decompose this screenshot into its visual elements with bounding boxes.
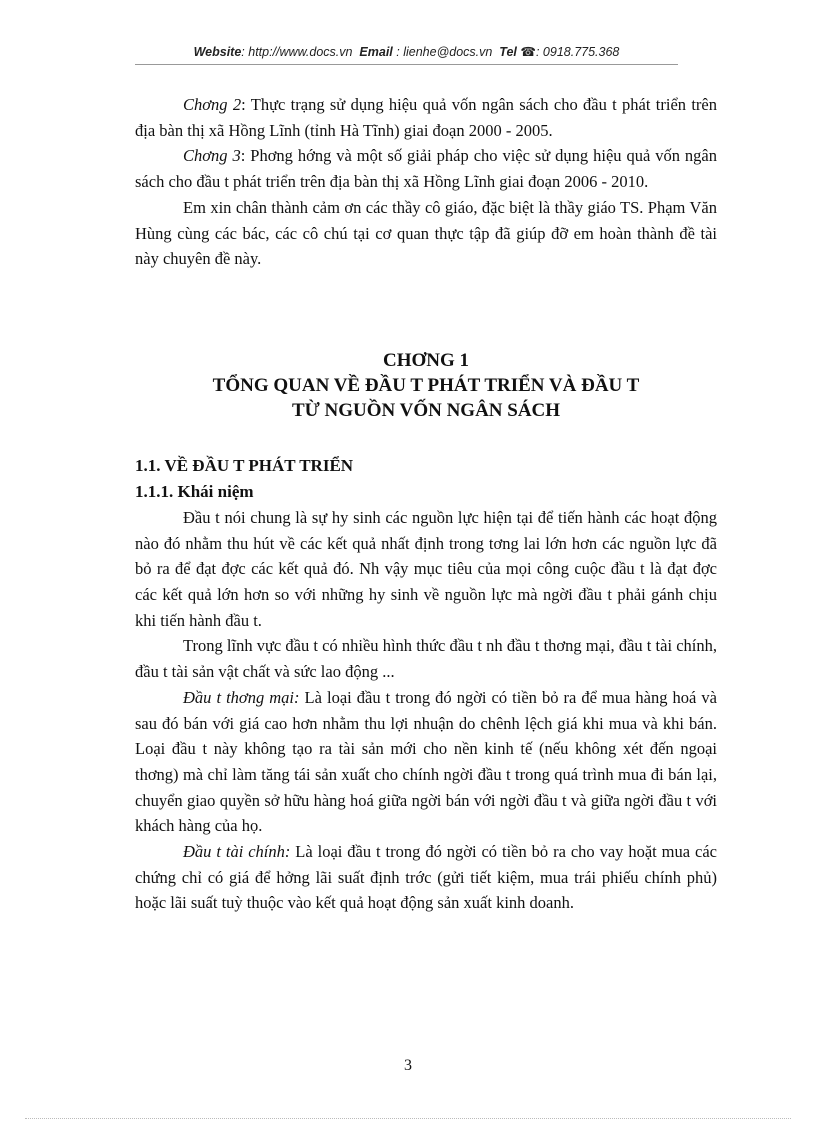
- intro-text: : Phơng hớng và một số giải pháp cho việc sử dụng hiệu quả vốn ngân sách cho đầu t phát triển trên địa bàn thị xã Hồng Lĩnh giai đoạn 2006 - 2010.: [135, 146, 717, 192]
- body-paragraph: [135, 633, 717, 684]
- website-value: : http://www.docs.vn: [241, 45, 353, 59]
- intro-lead: Chơng 3: [183, 146, 241, 166]
- intro-paragraph: [135, 143, 717, 194]
- page-header: [135, 44, 678, 59]
- intro-text: Em xin chân thành cảm ơn các thầy cô giáo, đặc biệt là thầy giáo TS. Phạm Văn Hùng cùng các bác, các cô chú tại cơ quan thực tập đã giúp đỡ em hoàn thành đề tài này chuyên đề này.: [135, 197, 717, 269]
- body-lead: Đầu t tài chính:: [183, 842, 291, 862]
- intro-text: : Thực trạng sử dụng hiệu quả vốn ngân sách cho đầu t phát triển trên địa bàn thị xã Hồng Lĩnh (tỉnh Hà Tĩnh) giai đoạn 2000 - 2005.: [135, 95, 717, 140]
- body-text: Là loại đầu t trong đó ngời có tiền bỏ ra cho vay hoặt mua các chứng chỉ có giá để hởng lãi suất định trớc (gửi tiết kiệm, mua trái phiếu chính phủ) hoặc lãi suất tuỳ thuộc vào kết quả hoạt động sản xuất kinh doanh.: [135, 842, 717, 913]
- page-number: 3: [404, 1057, 412, 1074]
- body-text: Đầu t nói chung là sự hy sinh các nguồn lực hiện tại để tiến hành các hoạt động nào đó nhằm thu hút về các kết quả nhất định trong tơng lai lớn hơn các nguồn lực đã bỏ ra để đạt đợc các kết quả đó. Nh vậy mục tiêu của mọi công cuộc đầu t là đạt đợc các kết quả lớn hơn so với những hy sinh về nguồn lực mà ngời đầu t phải gánh chịu khi tiến hành đầu t.: [135, 507, 717, 630]
- body-paragraph: [135, 505, 717, 634]
- chapter-title-line-1: TỔNG QUAN VỀ ĐẦU T PHÁT TRIỂN VÀ ĐẦU T: [212, 374, 640, 396]
- header-divider: [135, 64, 678, 65]
- tel-value: : 0918.775.368: [535, 45, 620, 59]
- intro-paragraph: [135, 195, 717, 272]
- chapter-title-line-2: TỪ NGUỒN VỐN NGÂN SÁCH: [291, 399, 561, 421]
- website-label: Website: [193, 45, 242, 59]
- intro-paragraph: [135, 92, 717, 143]
- intro-lead: Chơng 2: [183, 95, 242, 114]
- body-text: Trong lĩnh vực đầu t có nhiều hình thức đầu t nh đầu t thơng mại, đầu t tài chính, đầu t tài sản vật chất và sức lao động ...: [135, 636, 717, 682]
- body-paragraph: [135, 685, 717, 839]
- subsection-heading: 1.1.1. Khái niệm: [135, 481, 254, 501]
- section-heading: 1.1. VỀ ĐẦU T PHÁT TRIỂN: [135, 455, 354, 475]
- document-body: [135, 92, 717, 916]
- phone-icon: ☎: [520, 45, 536, 59]
- body-text: Là loại đầu t trong đó ngời có tiền bỏ ra để mua hàng hoá và sau đó bán với giá cao hơn nhằm thu lợi nhuận do chênh lệch giá khi mua và khi bán. Loại đầu t này không tạo ra tài sản mới cho nền kinh tế (nếu không xét đến ngoại thơng) mà chỉ làm tăng tái sản xuất cho chính ngời đầu t trong quá trình mua đi bán lại, chuyển giao quyền sở hữu hàng hoá giữa ngời bán với ngời đầu t và giữa ngời đầu t với khách hàng của họ.: [135, 687, 717, 836]
- body-paragraph: [135, 839, 717, 916]
- footer-divider: [25, 1118, 791, 1119]
- email-value: : lienhe@docs.vn: [396, 45, 493, 59]
- email-label: Email: [359, 45, 393, 59]
- tel-label: Tel: [499, 45, 517, 59]
- body-lead: Đầu t thơng mại:: [183, 687, 300, 707]
- chapter-number: CHƠNG 1: [382, 349, 470, 371]
